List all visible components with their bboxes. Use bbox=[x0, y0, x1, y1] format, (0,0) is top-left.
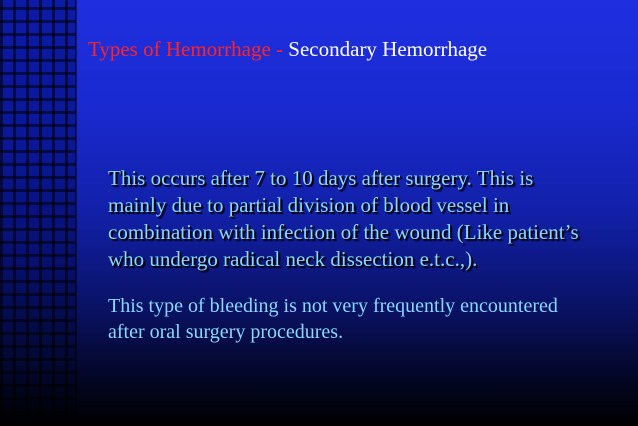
paragraph-line: mainly due to partial division of blood vessel in bbox=[108, 193, 510, 217]
title-sub: Secondary Hemorrhage bbox=[288, 37, 488, 61]
paragraph-frequency bbox=[108, 293, 618, 345]
paragraph-secondary-hemorrhage bbox=[108, 165, 618, 273]
slide-body bbox=[108, 165, 618, 345]
paragraph-line: This type of bleeding is not very frequently encountered bbox=[108, 295, 558, 317]
paragraph-line: This occurs after 7 to 10 days after surgery. This is bbox=[108, 166, 534, 190]
paragraph-line: who undergo radical neck dissection e.t.c.,). bbox=[108, 247, 478, 271]
decorative-grid-strip bbox=[0, 0, 76, 426]
title-main: Types of Hemorrhage - bbox=[88, 37, 289, 61]
slide-title bbox=[88, 36, 628, 62]
paragraph-line: combination with infection of the wound (Like patient’s bbox=[108, 220, 579, 244]
paragraph-line: after oral surgery procedures. bbox=[108, 321, 344, 343]
